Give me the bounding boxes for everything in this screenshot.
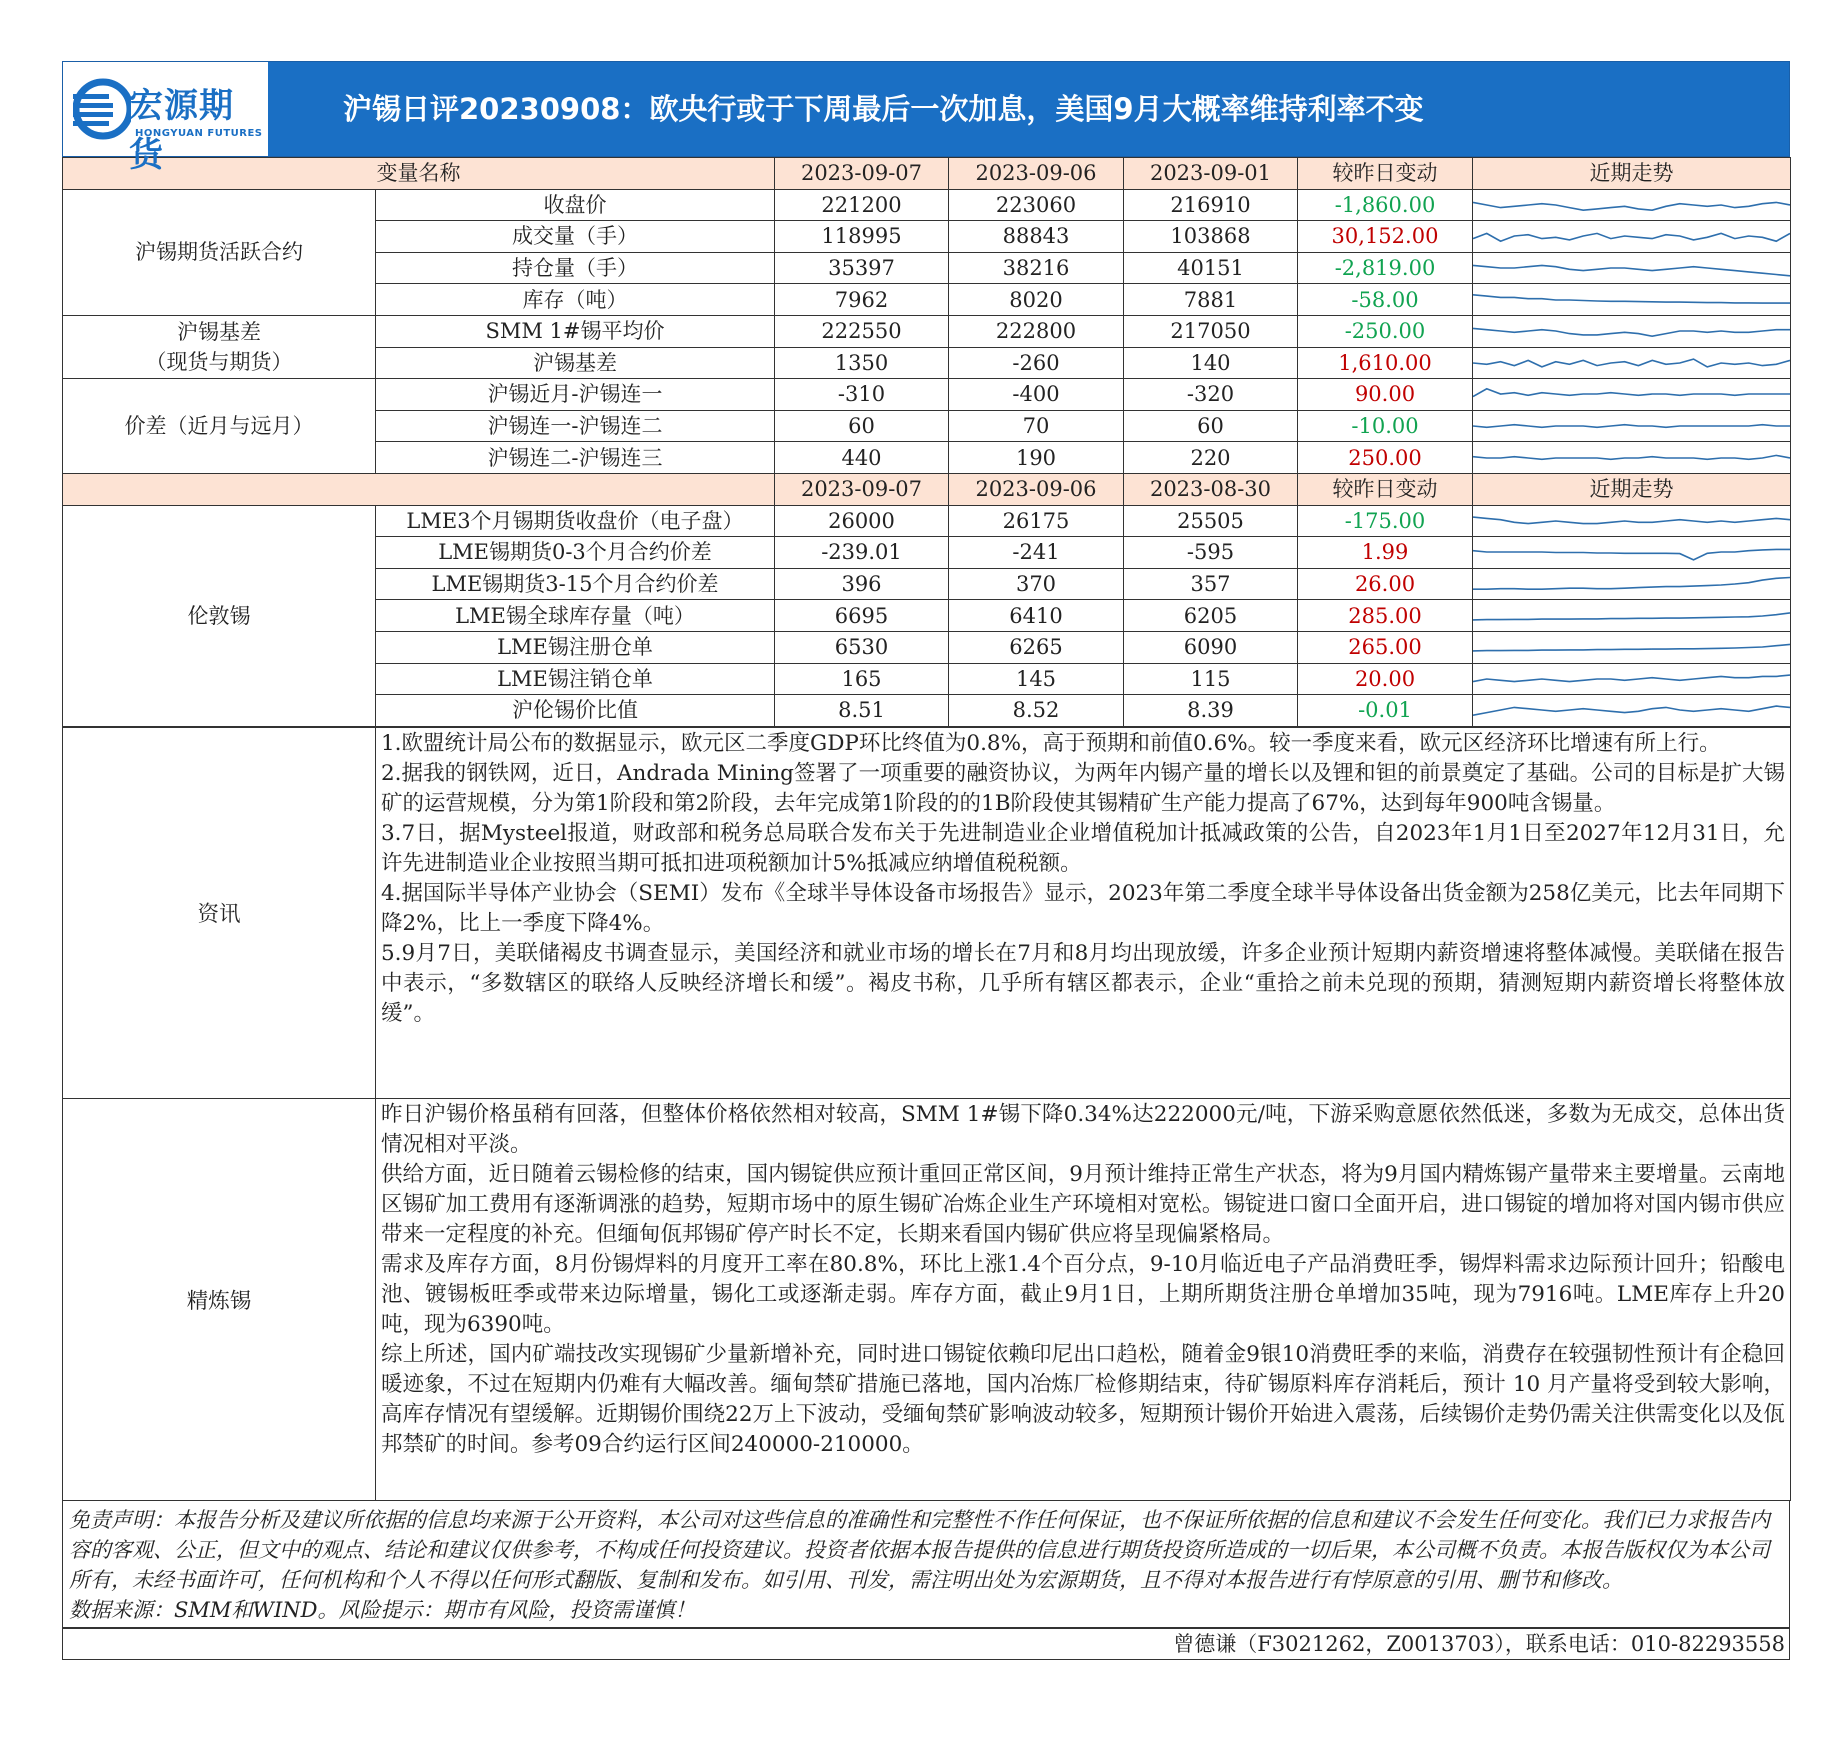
news-item: 2.据我的钢铁网，近日，Andrada Mining签署了一项重要的融资协议，为两年内锡产量的增长以及锂和钽的前景奠定了基础。公司的目标是扩大锡矿的运营规模，分为第1阶段和第2阶段，去年完成第1阶段的的1B阶段使其锡精矿生产能力提高了67%，达到每年900吨含锡量。 [381, 760, 1785, 816]
variable-name: LME锡期货0-3个月合约价差 [376, 537, 775, 569]
value-cell: 6530 [775, 631, 949, 663]
variable-name: LME3个月锡期货收盘价（电子盘） [376, 505, 775, 537]
analysis-paragraph: 供给方面，近日随着云锡检修的结束，国内锡锭供应预计重回正常区间，9月预计维持正常生产状态，将为9月国内精炼锡产量带来主要增量。云南地区锡矿加工费用有逐渐调涨的趋势，短期市场中的原生锡矿冶炼企业生产环境相对宽松。锡锭进口窗口全面开启，进口锡锭的增加将对国内锡市供应带来一定程度的补充。但缅甸佤邦锡矿停产时长不定，长期来看国内锡矿供应将呈现偏紧格局。 [381, 1161, 1785, 1247]
trend-cell [1473, 284, 1791, 316]
sparkline-chart [1473, 697, 1790, 723]
change-cell: 285.00 [1298, 600, 1473, 632]
brand-name-en: HONGYUAN FUTURES [135, 128, 263, 139]
commentary-table [62, 727, 1791, 1501]
value-cell: -239.01 [775, 537, 949, 569]
variable-name: LME锡注册仓单 [376, 631, 775, 663]
column-header: 较昨日变动 [1298, 473, 1473, 505]
change-cell: 90.00 [1298, 379, 1473, 411]
hongyuan-logo-icon [73, 72, 131, 146]
value-cell: 60 [1124, 410, 1298, 442]
change-cell: -250.00 [1298, 315, 1473, 347]
variable-name: LME锡全球库存量（吨） [376, 600, 775, 632]
sparkline-chart [1473, 255, 1790, 281]
news-item: 4.据国际半导体产业协会（SEMI）发布《全球半导体设备市场报告》显示，2023年第二季度全球半导体设备出货金额为258亿美元，比去年同期下降2%，比上一季度下降4%。 [381, 880, 1785, 936]
value-cell: 60 [775, 410, 949, 442]
group-label: 价差（近月与远月） [63, 379, 376, 474]
change-cell: -2,819.00 [1298, 252, 1473, 284]
change-cell: -175.00 [1298, 505, 1473, 537]
value-cell: 396 [775, 568, 949, 600]
news-label: 资讯 [63, 727, 376, 1098]
value-cell: 38216 [949, 252, 1124, 284]
refined-tin-label: 精炼锡 [63, 1098, 376, 1500]
trend-cell [1473, 663, 1791, 695]
sparkline-chart [1473, 381, 1790, 407]
value-cell: 440 [775, 442, 949, 474]
variable-name: 沪锡基差 [376, 347, 775, 379]
table-row [63, 189, 1791, 221]
value-cell: 70 [949, 410, 1124, 442]
change-cell: 20.00 [1298, 663, 1473, 695]
value-cell: 40151 [1124, 252, 1298, 284]
sparkline-chart [1473, 666, 1790, 692]
data-source-text: 数据来源：SMM和WIND。风险提示：期市有风险，投资需谨慎！ [69, 1597, 696, 1622]
value-cell: 7881 [1124, 284, 1298, 316]
variable-name: 沪锡连二-沪锡连三 [376, 442, 775, 474]
sparkline-chart [1473, 571, 1790, 597]
value-cell: 26000 [775, 505, 949, 537]
report-title: 沪锡日评20230908：欧央行或于下周最后一次加息，美国9月大概率维持利率不变 [343, 92, 1424, 126]
value-cell: 220 [1124, 442, 1298, 474]
value-cell: 217050 [1124, 315, 1298, 347]
trend-cell [1473, 442, 1791, 474]
value-cell: 35397 [775, 252, 949, 284]
value-cell: 26175 [949, 505, 1124, 537]
column-header: 2023-09-07 [775, 158, 949, 190]
value-cell: 190 [949, 442, 1124, 474]
variable-name: SMM 1#锡平均价 [376, 315, 775, 347]
group-label: 沪锡期货活跃合约 [63, 189, 376, 315]
change-cell: -10.00 [1298, 410, 1473, 442]
value-cell: 8.52 [949, 695, 1124, 727]
value-cell: 8.39 [1124, 695, 1298, 727]
value-cell: 8020 [949, 284, 1124, 316]
brand-name-cn: 宏源期货 [129, 86, 234, 175]
column-header: 近期走势 [1473, 158, 1791, 190]
column-header-blank [63, 473, 775, 505]
value-cell: 88843 [949, 221, 1124, 253]
value-cell: 1350 [775, 347, 949, 379]
change-cell: -58.00 [1298, 284, 1473, 316]
group-label: 伦敦锡 [63, 505, 376, 726]
value-cell: 357 [1124, 568, 1298, 600]
column-header: 较昨日变动 [1298, 158, 1473, 190]
trend-cell [1473, 695, 1791, 727]
trend-cell [1473, 189, 1791, 221]
group-label: 沪锡基差 （现货与期货） [63, 315, 376, 378]
refined-tin-content [376, 1098, 1791, 1500]
value-cell: 140 [1124, 347, 1298, 379]
value-cell: 216910 [1124, 189, 1298, 221]
variable-name: 成交量（手） [376, 221, 775, 253]
change-cell: -0.01 [1298, 695, 1473, 727]
analysis-paragraph: 昨日沪锡价格虽稍有回落，但整体价格依然相对较高，SMM 1#锡下降0.34%达222000元/吨，下游采购意愿依然低迷，多数为无成交，总体出货情况相对平淡。 [381, 1101, 1785, 1157]
trend-cell [1473, 347, 1791, 379]
value-cell: -260 [949, 347, 1124, 379]
trend-cell [1473, 600, 1791, 632]
sparkline-chart [1473, 539, 1790, 565]
value-cell: 370 [949, 568, 1124, 600]
sparkline-chart [1473, 223, 1790, 249]
value-cell: -241 [949, 537, 1124, 569]
value-cell: -310 [775, 379, 949, 411]
column-header: 2023-09-01 [1124, 158, 1298, 190]
column-header: 近期走势 [1473, 473, 1791, 505]
table-row [63, 315, 1791, 347]
trend-cell [1473, 379, 1791, 411]
sparkline-chart [1473, 603, 1790, 629]
table-row [63, 379, 1791, 411]
news-item: 5.9月7日，美联储褐皮书调查显示，美国经济和就业市场的增长在7月和8月均出现放缓，许多企业预计短期内薪资增速将整体减慢。美联储在报告中表示，“多数辖区的联络人反映经济增长和缓”。褐皮书称，几乎所有辖区都表示，企业“重拾之前未兑现的预期，猜测短期内薪资增长将整体放缓”。 [381, 940, 1785, 1026]
sparkline-chart [1473, 413, 1790, 439]
variable-name: LME锡期货3-15个月合约价差 [376, 568, 775, 600]
disclaimer-block [62, 1501, 1790, 1628]
column-header: 2023-08-30 [1124, 473, 1298, 505]
value-cell: 8.51 [775, 695, 949, 727]
value-cell: 6265 [949, 631, 1124, 663]
data-table [62, 157, 1791, 727]
table-row [63, 505, 1791, 537]
news-item: 3.7日，据Mysteel报道，财政部和税务总局联合发布关于先进制造业企业增值税加计抵减政策的公告，自2023年1月1日至2027年12月31日，允许先进制造业企业按照当期可抵扣进项税额加计5%抵减应纳增值税税额。 [381, 820, 1785, 876]
sparkline-chart [1473, 445, 1790, 471]
company-logo [63, 62, 268, 175]
value-cell: 165 [775, 663, 949, 695]
sparkline-chart [1473, 192, 1790, 218]
trend-cell [1473, 505, 1791, 537]
analysis-paragraph: 需求及库存方面，8月份锡焊料的月度开工率在80.8%，环比上涨1.4个百分点，9-10月临近电子产品消费旺季，锡焊料需求边际预计回升；铅酸电池、镀锡板旺季或带来边际增量，锡化工或逐渐走弱。库存方面，截止9月1日，上期所期货注册仓单增加35吨，现为7916吨。LME库存上升20吨，现为6390吨。 [381, 1251, 1785, 1337]
value-cell: 6410 [949, 600, 1124, 632]
analyst-contact: 曾德谦（F3021262，Z0013703），联系电话：010-82293558 [62, 1628, 1790, 1660]
variable-name: 库存（吨） [376, 284, 775, 316]
disclaimer-text: 免责声明：本报告分析及建议所依据的信息均来源于公开资料，本公司对这些信息的准确性和完整性不作任何保证，也不保证所依据的信息和建议不会发生任何变化。我们已力求报告内容的客观、公正，但文中的观点、结论和建议仅供参考，不构成任何投资建议。投资者依据本报告提供的信息进行期货投资所造成的一切后果，本公司概不负责。本报告版权仅为本公司所有，未经书面许可，任何机构和个人不得以任何形式翻版、复制和发布。如引用、刊发，需注明出处为宏源期货，且不得对本报告进行有悖原意的引用、删节和修改。 [69, 1507, 1770, 1592]
news-content [376, 727, 1791, 1098]
variable-name: 收盘价 [376, 189, 775, 221]
sparkline-chart [1473, 634, 1790, 660]
change-cell: -1,860.00 [1298, 189, 1473, 221]
sparkline-chart [1473, 508, 1790, 534]
variable-name: 沪伦锡价比值 [376, 695, 775, 727]
trend-cell [1473, 315, 1791, 347]
value-cell: -595 [1124, 537, 1298, 569]
sparkline-chart [1473, 287, 1790, 313]
value-cell: 103868 [1124, 221, 1298, 253]
value-cell: 222550 [775, 315, 949, 347]
value-cell: -400 [949, 379, 1124, 411]
value-cell: 222800 [949, 315, 1124, 347]
sparkline-chart [1473, 318, 1790, 344]
table-header-row [63, 473, 1791, 505]
value-cell: 145 [949, 663, 1124, 695]
trend-cell [1473, 410, 1791, 442]
report-sheet [62, 61, 1790, 1660]
column-header: 2023-09-07 [775, 473, 949, 505]
change-cell: 265.00 [1298, 631, 1473, 663]
value-cell: 25505 [1124, 505, 1298, 537]
sparkline-chart [1473, 350, 1790, 376]
change-cell: 30,152.00 [1298, 221, 1473, 253]
variable-name: 沪锡近月-沪锡连一 [376, 379, 775, 411]
trend-cell [1473, 631, 1791, 663]
value-cell: -320 [1124, 379, 1298, 411]
trend-cell [1473, 252, 1791, 284]
table-header-row [63, 158, 1791, 190]
value-cell: 115 [1124, 663, 1298, 695]
value-cell: 6205 [1124, 600, 1298, 632]
value-cell: 6695 [775, 600, 949, 632]
column-header: 2023-09-06 [949, 158, 1124, 190]
trend-cell [1473, 537, 1791, 569]
column-header: 2023-09-06 [949, 473, 1124, 505]
change-cell: 1.99 [1298, 537, 1473, 569]
value-cell: 118995 [775, 221, 949, 253]
value-cell: 6090 [1124, 631, 1298, 663]
change-cell: 250.00 [1298, 442, 1473, 474]
variable-name: 沪锡连一-沪锡连二 [376, 410, 775, 442]
trend-cell [1473, 568, 1791, 600]
value-cell: 7962 [775, 284, 949, 316]
variable-name: LME锡注销仓单 [376, 663, 775, 695]
trend-cell [1473, 221, 1791, 253]
value-cell: 223060 [949, 189, 1124, 221]
analysis-paragraph: 综上所述，国内矿端技改实现锡矿少量新增补充，同时进口锡锭依赖印尼出口趋松，随着金9银10消费旺季的来临，消费存在较强韧性预计有企稳回暖迹象，不过在短期内仍难有大幅改善。缅甸禁矿措施已落地，国内冶炼厂检修期结束，待矿锡原料库存消耗后，预计 10 月产量将受到较大影响，高库存情况有望缓解。近期锡价围绕22万上下波动，受缅甸禁矿影响波动较多，短期预计锡价开始进入震荡，后续锡价走势仍需关注供需变化以及佤邦禁矿的时间。参考09合约运行区间240000-210000。 [381, 1341, 1785, 1457]
change-cell: 26.00 [1298, 568, 1473, 600]
value-cell: 221200 [775, 189, 949, 221]
change-cell: 1,610.00 [1298, 347, 1473, 379]
variable-name: 持仓量（手） [376, 252, 775, 284]
column-header: 变量名称 [63, 158, 775, 190]
news-item: 1.欧盟统计局公布的数据显示，欧元区二季度GDP环比终值为0.8%，高于预期和前值0.6%。较一季度来看，欧元区经济环比增速有所上行。 [381, 730, 1721, 756]
